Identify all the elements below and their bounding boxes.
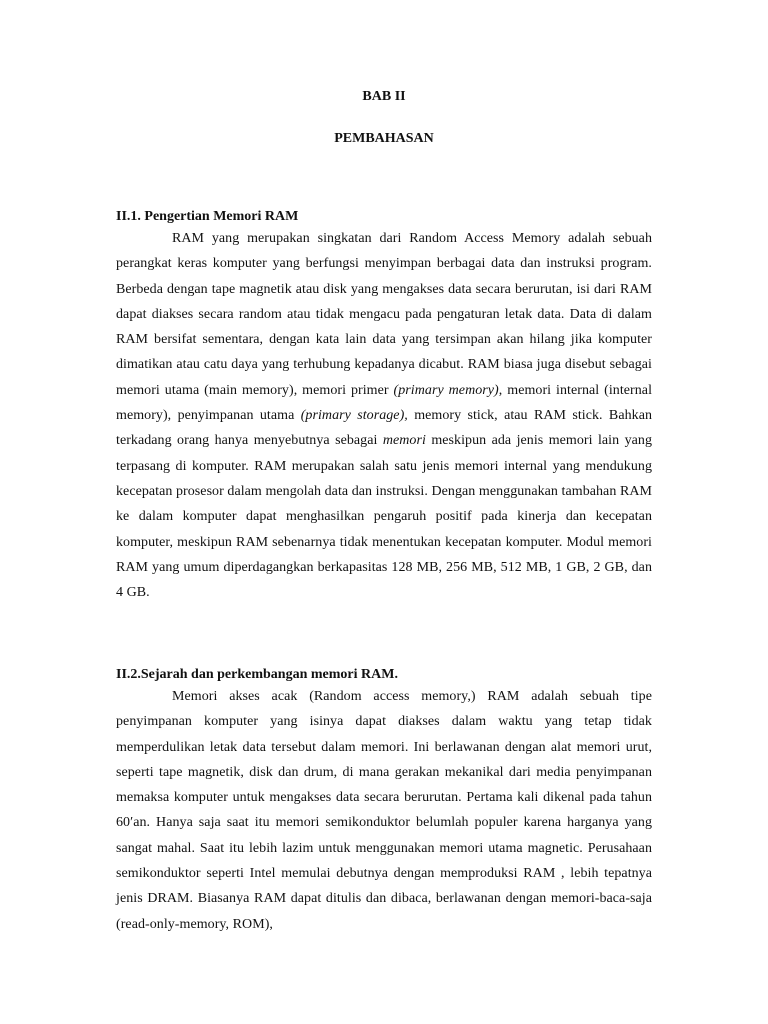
paragraph-italic-text: (primary storage), bbox=[300, 408, 408, 424]
section-paragraph bbox=[116, 684, 652, 937]
paragraph-text: meskipun ada jenis memori lain yang terpasang di komputer. RAM merupakan salah satu jenis memori internal yang mendukung kecepatan prosesor dalam mengolah data dan instruksi. Dengan menggunakan tambahan RAM ke dalam komputer dapat menghasilkan pengaruh positif pada kinerja dan kecepatan komputer, meskipun RAM sebenarnya tidak menentukan kecepatan komputer. Modul memori RAM yang umum diperdagangkan berkapasitas 128 MB, 256 MB, 512 MB, 1 GB, 2 GB, dan 4 GB. bbox=[116, 433, 652, 601]
section-pengertian-memori-ram bbox=[116, 208, 652, 605]
paragraph-text: , memori internal (internal memory), penyimpanan utama bbox=[116, 382, 653, 424]
paragraph-text: RAM yang merupakan singkatan dari Random Access Memory adalah sebuah perangkat keras komputer yang berfungsi menyimpan berbagai data dan instruksi program. Berbeda dengan tape magnetik atau disk yang mengakses data secara berurutan, isi dari RAM dapat diakses secara random atau tidak mengacu pada pengaturan letak data. Data di dalam RAM bersifat sementara, dengan kata lain data yang tersimpan akan hilang jika komputer dimatikan atau catu daya yang terhubung kepadanya dicabut. RAM biasa juga disebut sebagai memori utama (main memory), memori primer bbox=[116, 231, 652, 398]
section-heading: II.1. Pengertian Memori RAM bbox=[116, 209, 299, 224]
paragraph-text: Memori akses acak (Random access memory,) RAM adalah sebuah tipe penyimpanan komputer yang isinya dapat diakses dalam waktu yang tetap tidak memperdulikan letak data tersebut dalam memori. Ini berlawanan dengan alat memori urut, seperti tape magnetik, disk dan drum, di mana gerakan mekanikal dari media penyimpanan memaksa komputer untuk mengakses data secara berurutan. Pertama kali dikenal pada tahun 60′an. Hanya saja saat itu memori semikonduktor belumlah populer karena harganya yang sangat mahal. Saat itu lebih lazim untuk menggunakan memori utama magnetic. Perusahaan semikonduktor seperti Intel memulai debutnya dengan memproduksi RAM , lebih tepatnya jenis DRAM. Biasanya RAM dapat ditulis dan dibaca, berlawanan dengan memori-baca-saja (read-only-memory, ROM), bbox=[116, 689, 652, 932]
paragraph-italic-text: memori bbox=[382, 433, 426, 449]
section-sejarah-memori-ram bbox=[116, 666, 652, 937]
section-paragraph bbox=[116, 226, 652, 605]
chapter-label: BAB II bbox=[362, 89, 406, 104]
paragraph-text: memory stick, atau RAM stick. Bahkan terkadang orang hanya menyebutnya sebagai bbox=[116, 408, 653, 449]
section-heading: II.2.Sejarah dan perkembangan memori RAM. bbox=[116, 667, 398, 682]
chapter-title: PEMBAHASAN bbox=[334, 131, 434, 146]
paragraph-italic-text: (primary memory) bbox=[393, 382, 499, 398]
